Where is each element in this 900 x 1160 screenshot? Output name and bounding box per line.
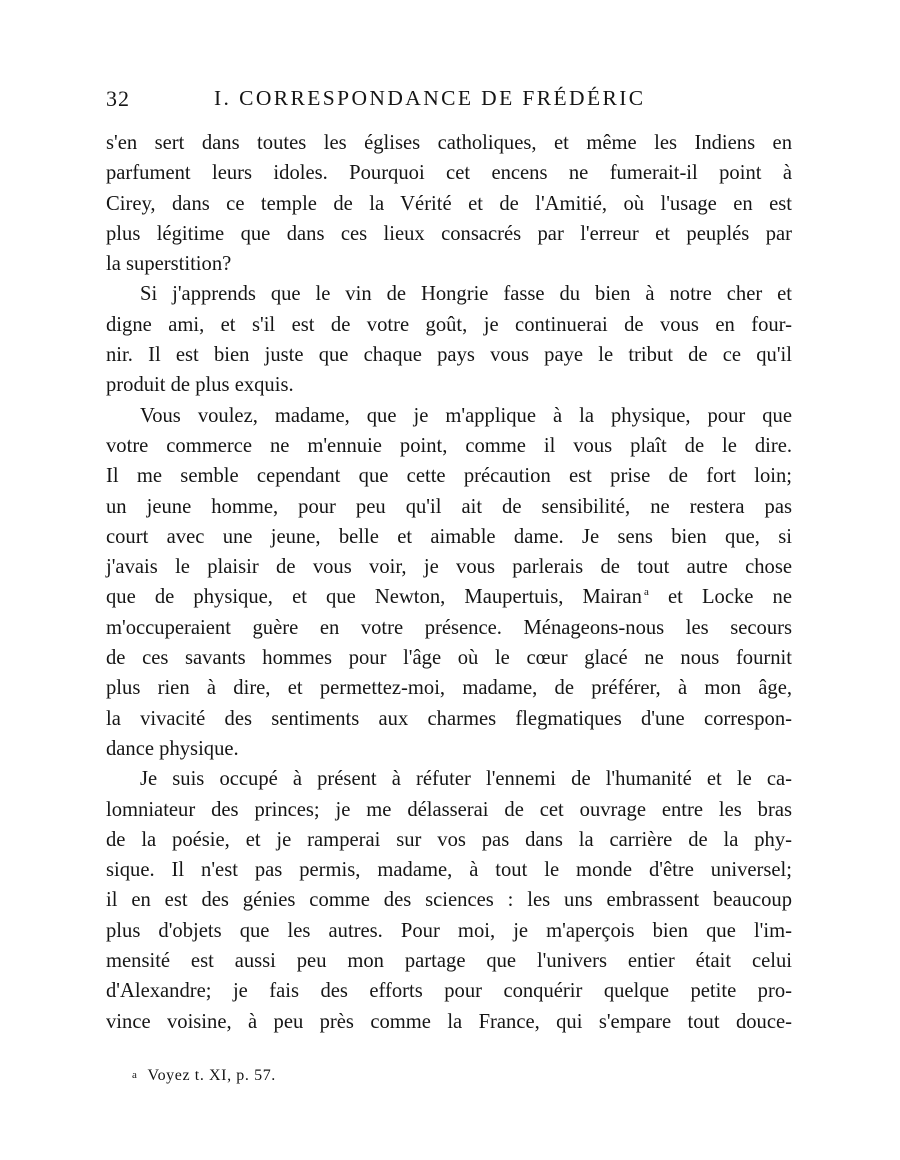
text-line: m'occuperaient guère en votre présence. Ménageons-nous les secours [106, 616, 792, 639]
text-line: plus légitime que dans ces lieux consacrés par l'erreur et peuplés par [106, 222, 792, 245]
text-line: Vous voulez, madame, que je m'applique à la physique, pour que [140, 404, 792, 427]
text-line: Si j'apprends que le vin de Hongrie fasse du bien à notre cher et [140, 283, 792, 306]
text-line-with-footnote-ref [106, 582, 792, 612]
footnote-reference: a [643, 586, 649, 599]
text-line: produit de plus exquis. [106, 374, 294, 397]
text-line: de la poésie, et je ramperai sur vos pas dans la carrière de la phy- [106, 828, 792, 851]
text-line: sique. Il n'est pas permis, madame, à tout le monde d'être universel; [106, 859, 792, 882]
text-fragment: que de physique, et que Newton, Maupertuis, Mairan [106, 586, 642, 609]
text-line: il en est des génies comme des sciences : les uns embrassent beaucoup [106, 889, 792, 912]
text-fragment: et Locke ne [648, 586, 792, 609]
text-line: dance physique. [106, 737, 239, 760]
page-header [106, 86, 806, 118]
text-line: Je suis occupé à présent à réfuter l'ennemi de l'humanité et le ca- [140, 768, 792, 791]
text-line: parfument leurs idoles. Pourquoi cet encens ne fumerait-il point à [106, 162, 792, 185]
body-text [106, 128, 792, 1037]
text-line: Cirey, dans ce temple de la Vérité et de l'Amitié, où l'usage en est [106, 192, 792, 215]
text-line: plus d'objets que les autres. Pour moi, je m'aperçois bien que l'im- [106, 919, 792, 942]
text-line: court avec une jeune, belle et aimable dame. Je sens bien que, si [106, 525, 792, 548]
text-line: la superstition? [106, 253, 232, 276]
page-number: 32 [106, 86, 130, 111]
footnote [132, 1067, 276, 1085]
text-line: digne ami, et s'il est de votre goût, je continuerai de vous en four- [106, 313, 792, 336]
footnote-text: Voyez t. XI, p. 57. [147, 1067, 276, 1084]
text-line: mensité est aussi peu mon partage que l'univers entier était celui [106, 950, 792, 973]
text-line: d'Alexandre; je fais des efforts pour conquérir quelque petite pro- [106, 980, 792, 1003]
text-line: vince voisine, à peu près comme la France, qui s'empare tout douce- [106, 1010, 792, 1033]
text-line: lomniateur des princes; je me délasserai de cet ouvrage entre les bras [106, 798, 792, 821]
text-line: plus rien à dire, et permettez-moi, madame, de préférer, à mon âge, [106, 677, 792, 700]
text-line: nir. Il est bien juste que chaque pays vous paye le tribut de ce qu'il [106, 344, 792, 367]
text-line: de ces savants hommes pour l'âge où le cœur glacé ne nous fournit [106, 647, 792, 670]
running-head: I. CORRESPONDANCE DE FRÉDÉRIC [214, 86, 646, 110]
footnote-marker: a [132, 1069, 138, 1081]
text-line: un jeune homme, pour peu qu'il ait de sensibilité, ne restera pas [106, 495, 792, 518]
text-line: la vivacité des sentiments aux charmes flegmatiques d'une correspon- [106, 707, 792, 730]
text-line: j'avais le plaisir de vous voir, je vous parlerais de tout autre chose [106, 556, 792, 579]
text-line: s'en sert dans toutes les églises catholiques, et même les Indiens en [106, 132, 792, 154]
text-line: Il me semble cependant que cette précaution est prise de fort loin; [106, 465, 792, 488]
text-line: votre commerce ne m'ennuie point, comme il vous plaît de le dire. [106, 434, 792, 457]
